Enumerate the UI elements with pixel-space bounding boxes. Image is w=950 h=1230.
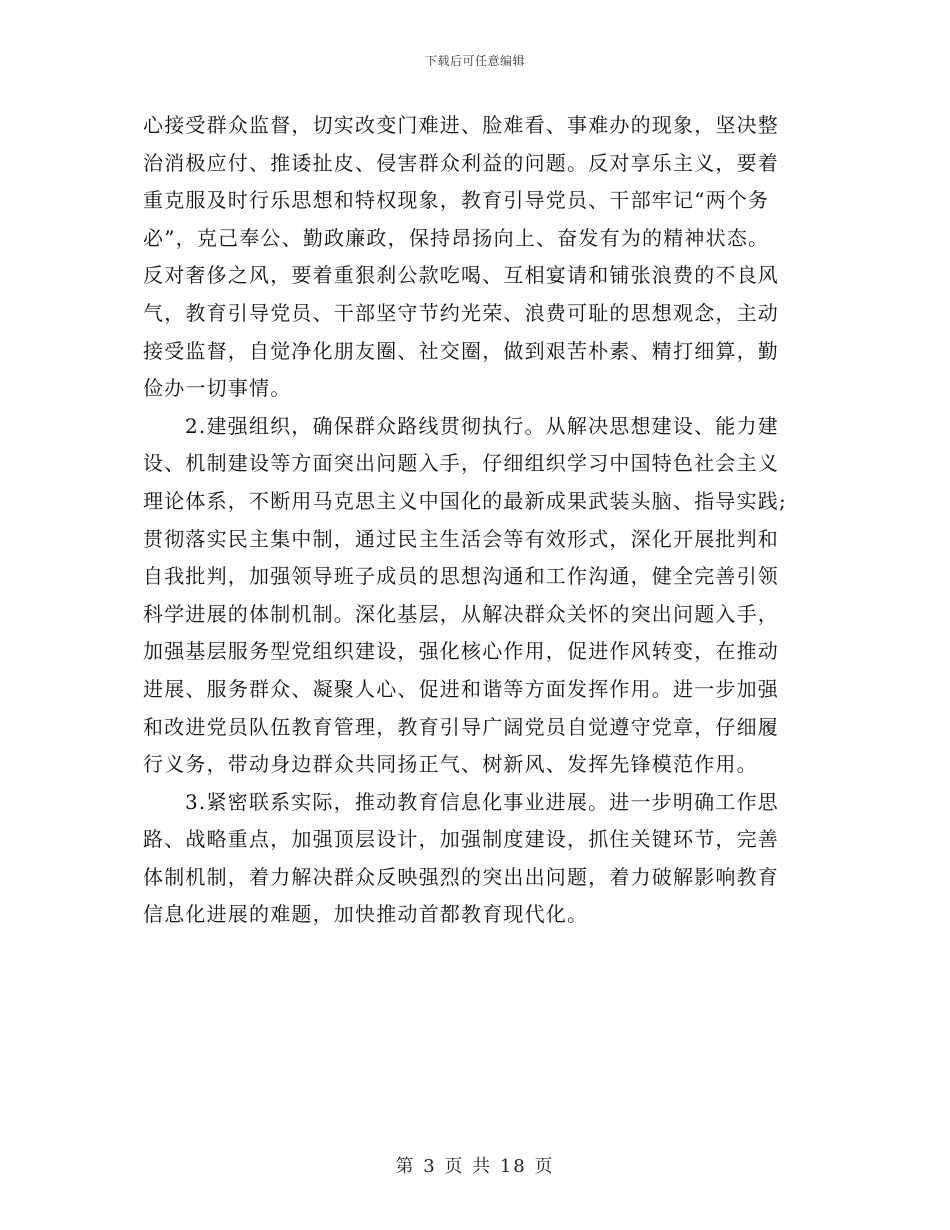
text-line: 设、机制建设等方面突出问题入手，仔细组织学习中国特色社会主义 (143, 451, 779, 476)
text-line: 体制机制，着力解决群众反映强烈的突出出问题，着力破解影响教育 (143, 864, 779, 889)
text-line: 3.紧密联系实际，推动教育信息化事业进展。进一步明确工作思 (185, 789, 779, 814)
text-line: 2.建强组织，确保群众路线贯彻执行。从解决思想建设、能力建 (185, 413, 779, 438)
text-line: 必”，克己奉公、勤政廉政，保持昂扬向上、奋发有为的精神状态。 (143, 225, 770, 250)
text-line: 进展、服务群众、凝聚人心、促进和谐等方面发挥作用。进一步加强 (143, 676, 779, 701)
document-body (143, 107, 805, 934)
text-line: 俭办一切事情。 (143, 376, 292, 401)
page-header: 下载后可任意编辑 (424, 54, 525, 68)
paragraph-2 (143, 408, 805, 784)
text-line: 路、战略重点，加强顶层设计，加强制度建设，抓住关键环节，完善 (143, 827, 779, 852)
text-line: 和改进党员队伍教育管理，教育引导广阔党员自觉遵守党章，仔细履 (143, 714, 779, 739)
paragraph-3 (143, 784, 805, 934)
paragraph-1 (143, 107, 805, 408)
text-line: 气，教育引导党员、干部坚守节约光荣、浪费可耻的思想观念，主动 (143, 300, 779, 325)
text-line: 治消极应付、推诿扯皮、侵害群众利益的问题。反对享乐主义，要着 (143, 150, 779, 175)
text-line: 贯彻落实民主集中制，通过民主生活会等有效形式，深化开展批判和 (143, 526, 779, 551)
text-line: 反对奢侈之风，要着重狠刹公款吃喝、互相宴请和铺张浪费的不良风 (143, 263, 779, 288)
page-number-footer: 第 3 页 共 18 页 (395, 1156, 555, 1177)
text-line: 重克服及时行乐思想和特权现象，教育引导党员、干部牢记“两个务 (143, 188, 770, 213)
text-line: 自我批判，加强领导班子成员的思想沟通和工作沟通，健全完善引领 (143, 564, 779, 589)
text-line: 科学进展的体制机制。深化基层，从解决群众关怀的突出问题入手， (143, 601, 779, 626)
text-line: 接受监督，自觉净化朋友圈、社交圈，做到艰苦朴素、精打细算，勤 (143, 338, 779, 363)
text-line: 加强基层服务型党组织建设，强化核心作用，促进作风转变，在推动 (143, 639, 779, 664)
text-line: 行义务，带动身边群众共同扬正气、树新风、发挥先锋模范作用。 (143, 752, 758, 777)
text-line: 理论体系，不断用马克思主义中国化的最新成果武装头脑、指导实践; (143, 488, 787, 513)
text-line: 心接受群众监督，切实改变门难进、脸难看、事难办的现象，坚决整 (143, 113, 779, 137)
text-line: 信息化进展的难题，加快推动首都教育现代化。 (143, 902, 589, 927)
